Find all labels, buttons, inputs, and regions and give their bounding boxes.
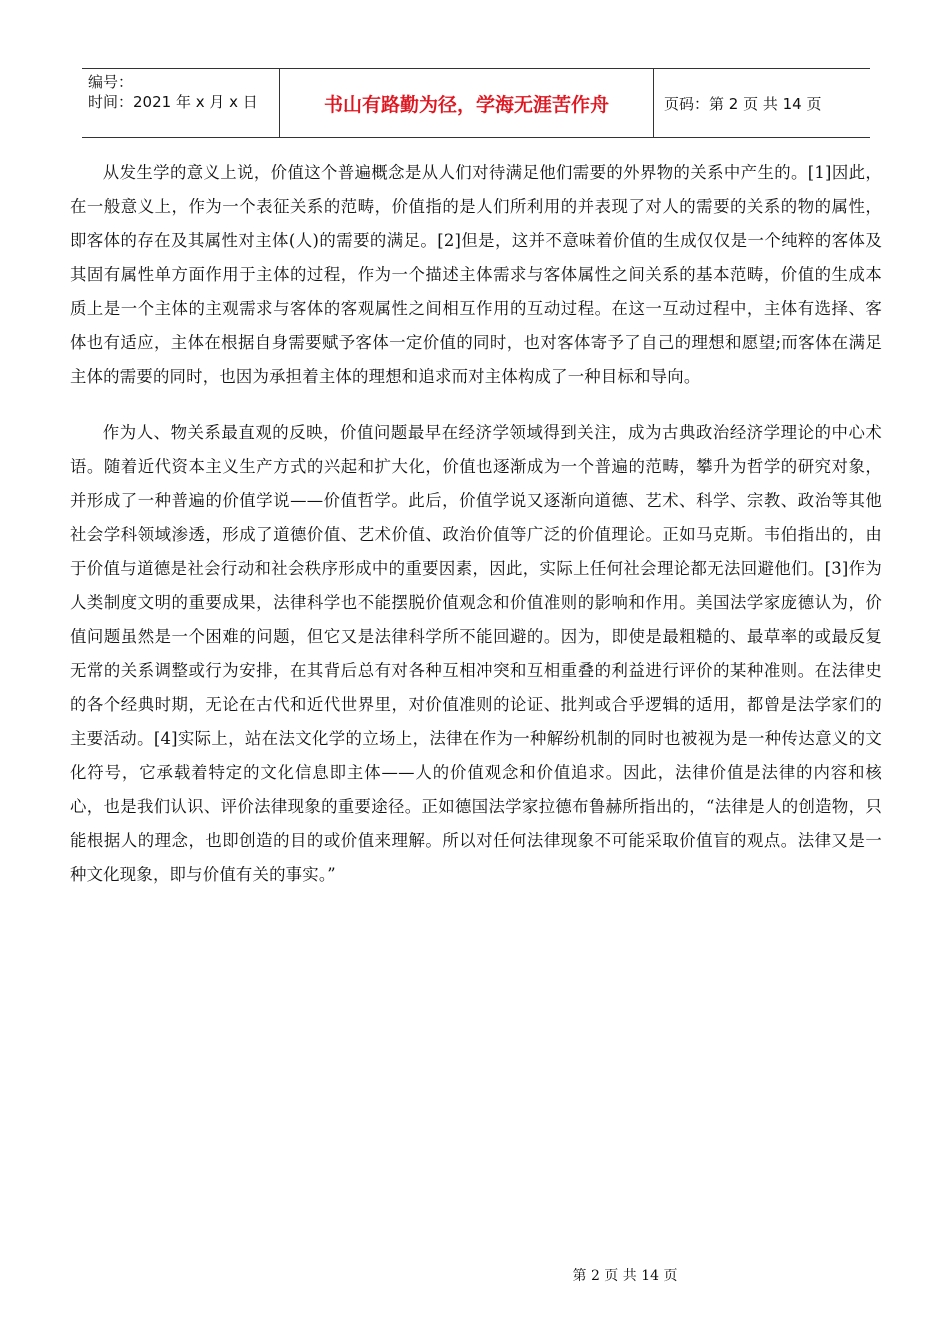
page-header bbox=[82, 68, 870, 138]
header-motto: 书山有路勤为径，学海无涯苦作舟 bbox=[280, 69, 654, 137]
time-label: 时间：2021 年 x 月 x 日 bbox=[88, 93, 258, 111]
document-body bbox=[70, 156, 882, 892]
paragraph-2: 作为人、物关系最直观的反映，价值问题最早在经济学领域得到关注，成为古典政治经济学理论的中心术语。随着近代资本主义生产方式的兴起和扩大化，价值也逐渐成为一个普遍的范畴，攀升为哲学的研究对象，并形成了一种普遍的价值学说——价值哲学。此后，价值学说又逐渐向道德、艺术、科学、宗教、政治等其他社会学科领域渗透，形成了道德价值、艺术价值、政治价值等广泛的价值理论。正如马克斯。韦伯指出的，由于价值与道德是社会行动和社会秩序形成中的重要因素，因此，实际上任何社会理论都无法回避他们。[3]作为人类制度文明的重要成果，法律科学也不能摆脱价值观念和价值准则的影响和作用。美国法学家庞德认为，价值问题虽然是一个困难的问题，但它又是法律科学所不能回避的。因为，即使是最粗糙的、最草率的或最反复无常的关系调整或行为安排，在其背后总有对各种互相冲突和互相重叠的利益进行评价的某种准则。在法律史的各个经典时期，无论在古代和近代世界里，对价值准则的论证、批判或合乎逻辑的适用，都曾是法学家们的主要活动。[4]实际上，站在法文化学的立场上，法律在作为一种解纷机制的同时也被视为是一种传达意义的文化符号，它承载着特定的文化信息即主体——人的价值观念和价值追求。因此，法律价值是法律的内容和核心，也是我们认识、评价法律现象的重要途径。正如德国法学家拉德布鲁赫所指出的，“法律是人的创造物，只能根据人的理念，也即创造的目的或价值来理解。所以对任何法律现象不可能采取价值盲的观点。法律又是一种文化现象，即与价值有关的事实。” bbox=[70, 423, 882, 884]
paragraph-1: 从发生学的意义上说，价值这个普遍概念是从人们对待满足他们需要的外界物的关系中产生的。[1]因此，在一般意义上，作为一个表征关系的范畴，价值指的是人们所利用的并表现了对人的需要的关系的物的属性，即客体的存在及其属性对主体(人)的需要的满足。[2]但是，这并不意味着价值的生成仅仅是一个纯粹的客体及其固有属性单方面作用于主体的过程，作为一个描述主体需求与客体属性之间关系的基本范畴，价值的生成本质上是一个主体的主观需求与客体的客观属性之间相互作用的互动过程。在这一互动过程中，主体有选择、客体也有适应，主体在根据自身需要赋予客体一定价值的同时，也对客体寄予了自己的理想和愿望;而客体在满足主体的需要的同时，也因为承担着主体的理想和追求而对主体构成了一种目标和导向。 bbox=[70, 163, 882, 386]
header-meta bbox=[82, 69, 280, 137]
page-footer: 第 2 页 共 14 页 bbox=[572, 1268, 678, 1284]
number-label: 编号： bbox=[88, 73, 134, 91]
header-page-label: 页码：第 2 页 共 14 页 bbox=[664, 94, 822, 113]
